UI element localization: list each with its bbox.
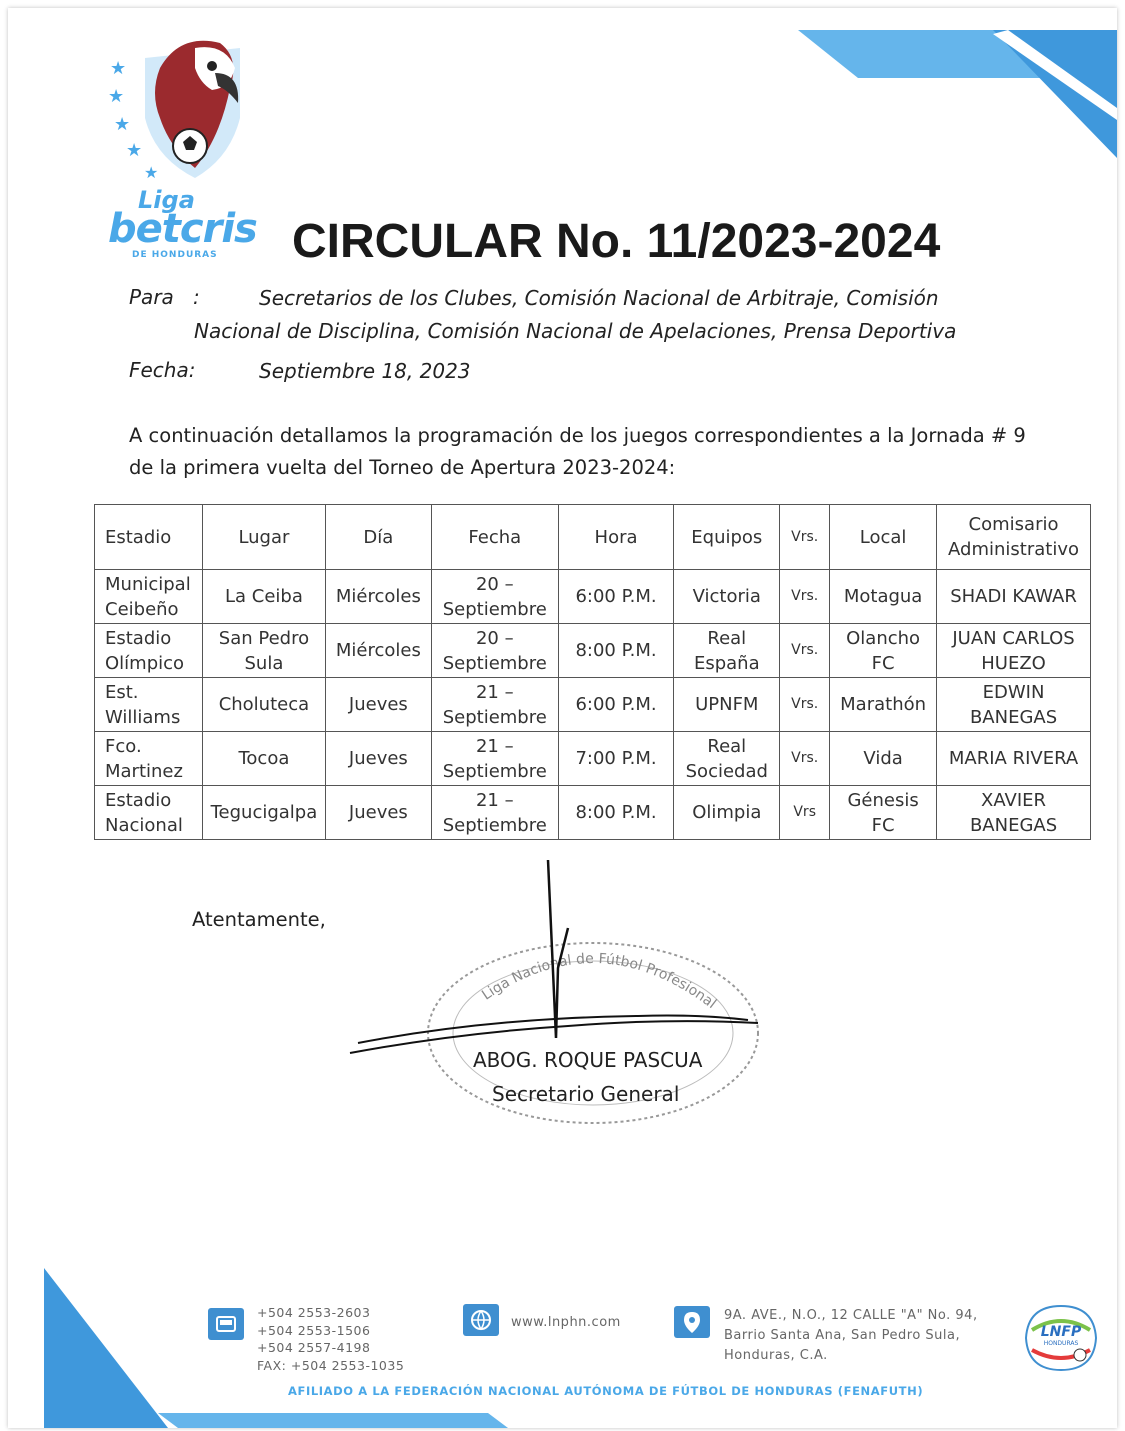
footer-address [724, 1306, 978, 1366]
logo-liga-text: Liga [138, 186, 195, 214]
schedule-table [94, 504, 1091, 840]
cell-dia: Miércoles [325, 570, 431, 624]
cell-dia: Jueves [325, 786, 431, 840]
fax: FAX: +504 2553-1035 [257, 1357, 405, 1373]
letter-page [8, 8, 1117, 1428]
cell-vrs: Vrs. [780, 732, 830, 786]
cell-lugar: Tocoa [202, 732, 325, 786]
cell-dia: Jueves [325, 732, 431, 786]
cell-fecha: 20 – Septiembre [431, 624, 558, 678]
cell-equipo: Real Sociedad [674, 732, 780, 786]
table-header-row [95, 505, 1091, 570]
cell-local: Motagua [830, 570, 937, 624]
cell-fecha: 20 – Septiembre [431, 570, 558, 624]
header-equipos: Equipos [674, 505, 780, 570]
svg-text:★: ★ [110, 58, 127, 79]
header-dia: Día [325, 505, 431, 570]
globe-icon [463, 1304, 499, 1336]
cell-fecha: 21 – Septiembre [431, 732, 558, 786]
header-fecha: Fecha [431, 505, 558, 570]
address-line-2: Barrio Santa Ana, San Pedro Sula, [724, 1328, 961, 1343]
phone-3: +504 2557-4198 [257, 1340, 371, 1355]
cell-lugar: La Ceiba [202, 570, 325, 624]
signatory-name: ABOG. ROQUE PASCUA [473, 1048, 703, 1072]
phone-icon [208, 1308, 244, 1340]
cell-vrs: Vrs. [780, 624, 830, 678]
svg-text:Liga Nacional de Fútbol Profes [479, 951, 719, 1012]
cell-hora: 6:00 P.M. [558, 678, 674, 732]
logo-brand-text: betcris [108, 206, 257, 252]
footer-website[interactable]: www.lnphn.com [511, 1315, 621, 1330]
cell-comisario: SHADI KAWAR [937, 570, 1091, 624]
cell-comisario: XAVIER BANEGAS [937, 786, 1091, 840]
cell-fecha: 21 – Septiembre [431, 786, 558, 840]
table-row [95, 786, 1091, 840]
intro-jornada: Jornada # 9 [910, 424, 1026, 447]
address-line-1: 9A. AVE., N.O., 12 CALLE "A" No. 94, [724, 1308, 978, 1323]
cell-local: Génesis FC [830, 786, 937, 840]
cell-hora: 8:00 P.M. [558, 624, 674, 678]
footer-phones [257, 1304, 404, 1374]
logo-sub-text: DE HONDURAS [132, 250, 218, 260]
cell-vrs: Vrs [780, 786, 830, 840]
cell-local: Olancho FC [830, 624, 937, 678]
svg-text:★: ★ [144, 163, 159, 182]
cell-vrs: Vrs. [780, 570, 830, 624]
header-vrs: Vrs. [780, 505, 830, 570]
para-recipients-line1: Secretarios de los Clubes, Comisión Nacional de Arbitraje, Comisión [259, 286, 939, 310]
svg-text:★: ★ [108, 86, 125, 107]
cell-lugar: Choluteca [202, 678, 325, 732]
circular-title: CIRCULAR No. 11/2023-2024 [292, 215, 941, 268]
badge-sub-text: HONDURAS [1043, 1340, 1079, 1347]
header-hora: Hora [558, 505, 674, 570]
cell-local: Marathón [830, 678, 937, 732]
table-row [95, 570, 1091, 624]
cell-hora: 7:00 P.M. [558, 732, 674, 786]
header-lugar: Lugar [202, 505, 325, 570]
affiliation-line: AFILIADO A LA FEDERACIÓN NACIONAL AUTÓNOMA DE FÚTBOL DE HONDURAS (FENAFUTH) [288, 1384, 924, 1398]
cell-fecha: 21 – Septiembre [431, 678, 558, 732]
svg-text:★: ★ [126, 140, 143, 161]
header-estadio: Estadio [95, 505, 203, 570]
header-comisario: Comisario Administrativo [937, 505, 1091, 570]
signatory-role: Secretario General [492, 1082, 680, 1106]
cell-estadio: Municipal Ceibeño [95, 570, 203, 624]
cell-estadio: Estadio Olímpico [95, 624, 203, 678]
cell-dia: Miércoles [325, 624, 431, 678]
cell-comisario: JUAN CARLOS HUEZO [937, 624, 1091, 678]
fecha-value: Septiembre 18, 2023 [259, 359, 471, 383]
cell-vrs: Vrs. [780, 678, 830, 732]
cell-hora: 8:00 P.M. [558, 786, 674, 840]
intro-torneo: Torneo de Apertura 2023-2024 [369, 456, 669, 479]
cell-hora: 6:00 P.M. [558, 570, 674, 624]
intro-paragraph [129, 420, 1089, 484]
cell-lugar: Tegucigalpa [202, 786, 325, 840]
location-pin-icon [674, 1306, 710, 1338]
cell-comisario: EDWIN BANEGAS [937, 678, 1091, 732]
intro-part2: de la primera vuelta del [129, 456, 370, 479]
closing-salutation: Atentamente, [192, 908, 326, 931]
para-label: Para [129, 285, 174, 309]
svg-text:★: ★ [114, 114, 131, 135]
address-line-3: Honduras, C.A. [724, 1348, 828, 1363]
phone-1: +504 2553-2603 [257, 1305, 371, 1320]
cell-estadio: Est. Williams [95, 678, 203, 732]
intro-part3: : [668, 456, 676, 479]
cell-equipo: Victoria [674, 570, 780, 624]
phone-2: +504 2553-1506 [257, 1322, 371, 1338]
cell-dia: Jueves [325, 678, 431, 732]
table-row [95, 624, 1091, 678]
fecha-label: Fecha: [129, 358, 196, 382]
cell-estadio: Fco. Martinez [95, 732, 203, 786]
cell-lugar: San Pedro Sula [202, 624, 325, 678]
para-colon: : [193, 285, 200, 309]
cell-local: Vida [830, 732, 937, 786]
para-recipients-line2: Nacional de Disciplina, Comisión Nacional de Apelaciones, Prensa Deportiva [194, 319, 957, 343]
cell-estadio: Estadio Nacional [95, 786, 203, 840]
cell-equipo: Olimpia [674, 786, 780, 840]
intro-part1: A continuación detallamos la programación de los juegos correspondientes a la [129, 424, 911, 447]
cell-comisario: MARIA RIVERA [937, 732, 1091, 786]
stamp-text: Liga Nacional de Fútbol Profesional [479, 950, 720, 1013]
header-local: Local [830, 505, 937, 570]
cell-equipo: Real España [674, 624, 780, 678]
badge-text: LNFP [1040, 1324, 1082, 1340]
lnfp-badge-logo [1018, 1300, 1104, 1376]
table-row [95, 732, 1091, 786]
table-row [95, 678, 1091, 732]
cell-equipo: UPNFM [674, 678, 780, 732]
